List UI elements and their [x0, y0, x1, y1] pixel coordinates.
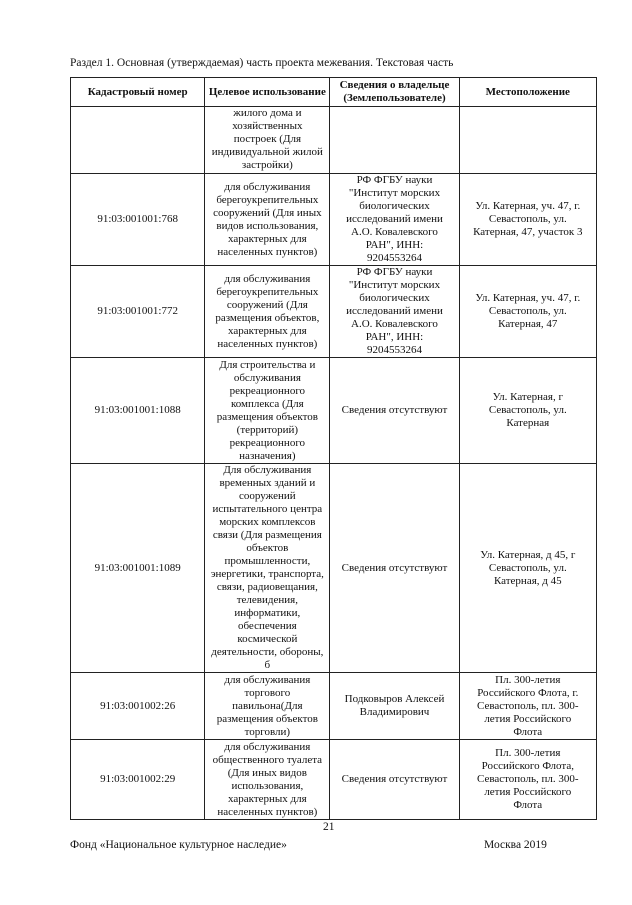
table-row — [71, 174, 597, 266]
table-row — [71, 107, 597, 174]
section-heading: Раздел 1. Основная (утверждаемая) часть проекта межевания. Текстовая часть — [70, 57, 454, 69]
owner-cell: РФ ФГБУ науки "Институт морских биологических исследований имени А.О. Ковалевского РАН", ИНН: 9204553264 — [330, 266, 459, 358]
cadastral-number-cell: 91:03:001001:1088 — [71, 358, 205, 464]
owner-cell: Сведения отсутствуют — [330, 358, 459, 464]
table-header-row — [71, 78, 597, 107]
cadastral-number-cell — [71, 107, 205, 174]
table-row — [71, 673, 597, 740]
header-owner-info: Сведения о владельце (Землепользователе) — [330, 78, 459, 107]
page-number: 21 — [323, 821, 335, 833]
cadastral-number-cell: 91:03:001001:768 — [71, 174, 205, 266]
table-row — [71, 358, 597, 464]
cadastral-number-cell: 91:03:001001:772 — [71, 266, 205, 358]
location-cell: Ул. Катерная, г Севастополь, ул. Катерная — [459, 358, 596, 464]
cadastral-number-cell: 91:03:001001:1089 — [71, 464, 205, 673]
footer-city-year: Москва 2019 — [484, 839, 547, 851]
intended-use-cell: Для обслуживания временных зданий и сооружений испытательного центра морских комплексов связи (Для размещения объектов промышленности, энергетики, транспорта, связи, радиовещания, телевидения, информатики, обеспечения космической деятельности, обороны, б — [205, 464, 330, 673]
cadastral-number-cell: 91:03:001002:26 — [71, 673, 205, 740]
cadastral-number-cell: 91:03:001002:29 — [71, 740, 205, 820]
location-cell: Ул. Катерная, уч. 47, г. Севастополь, ул. Катерная, 47, участок 3 — [459, 174, 596, 266]
table-row — [71, 740, 597, 820]
location-cell: Ул. Катерная, уч. 47, г. Севастополь, ул. Катерная, 47 — [459, 266, 596, 358]
owner-cell: Сведения отсутствуют — [330, 740, 459, 820]
intended-use-cell: для обслуживания берегоукрепительных сооружений (Для размещения объектов, характерных для населенных пунктов) — [205, 266, 330, 358]
table-row — [71, 266, 597, 358]
location-cell — [459, 107, 596, 174]
intended-use-cell: Для строительства и обслуживания рекреационного комплекса (Для размещения объектов (территорий) рекреационного назначения) — [205, 358, 330, 464]
footer-organization: Фонд «Национальное культурное наследие» — [70, 839, 287, 851]
location-cell: Пл. 300-летия Российского Флота, Севастополь, пл. 300- летия Российского Флота — [459, 740, 596, 820]
intended-use-cell: для обслуживания общественного туалета (Для иных видов использования, характерных для населенных пунктов) — [205, 740, 330, 820]
location-cell: Ул. Катерная, д 45, г Севастополь, ул. Катерная, д 45 — [459, 464, 596, 673]
intended-use-cell: жилого дома и хозяйственных построек (Для индивидуальной жилой застройки) — [205, 107, 330, 174]
owner-cell: Сведения отсутствуют — [330, 464, 459, 673]
owner-cell: РФ ФГБУ науки "Институт морских биологических исследований имени А.О. Ковалевского РАН", ИНН: 9204553264 — [330, 174, 459, 266]
header-location: Местоположение — [459, 78, 596, 107]
owner-cell: Подковыров Алексей Владимирович — [330, 673, 459, 740]
intended-use-cell: для обслуживания берегоукрепительных сооружений (Для иных видов использования, характерных для населенных пунктов) — [205, 174, 330, 266]
intended-use-cell: для обслуживания торгового павильона(Для размещения объектов торговли) — [205, 673, 330, 740]
parcel-table — [70, 77, 597, 820]
owner-cell — [330, 107, 459, 174]
header-intended-use: Целевое использование — [205, 78, 330, 107]
table-row — [71, 464, 597, 673]
header-cadastral-number: Кадастровый номер — [71, 78, 205, 107]
location-cell: Пл. 300-летия Российского Флота, г. Севастополь, пл. 300- летия Российского Флота — [459, 673, 596, 740]
